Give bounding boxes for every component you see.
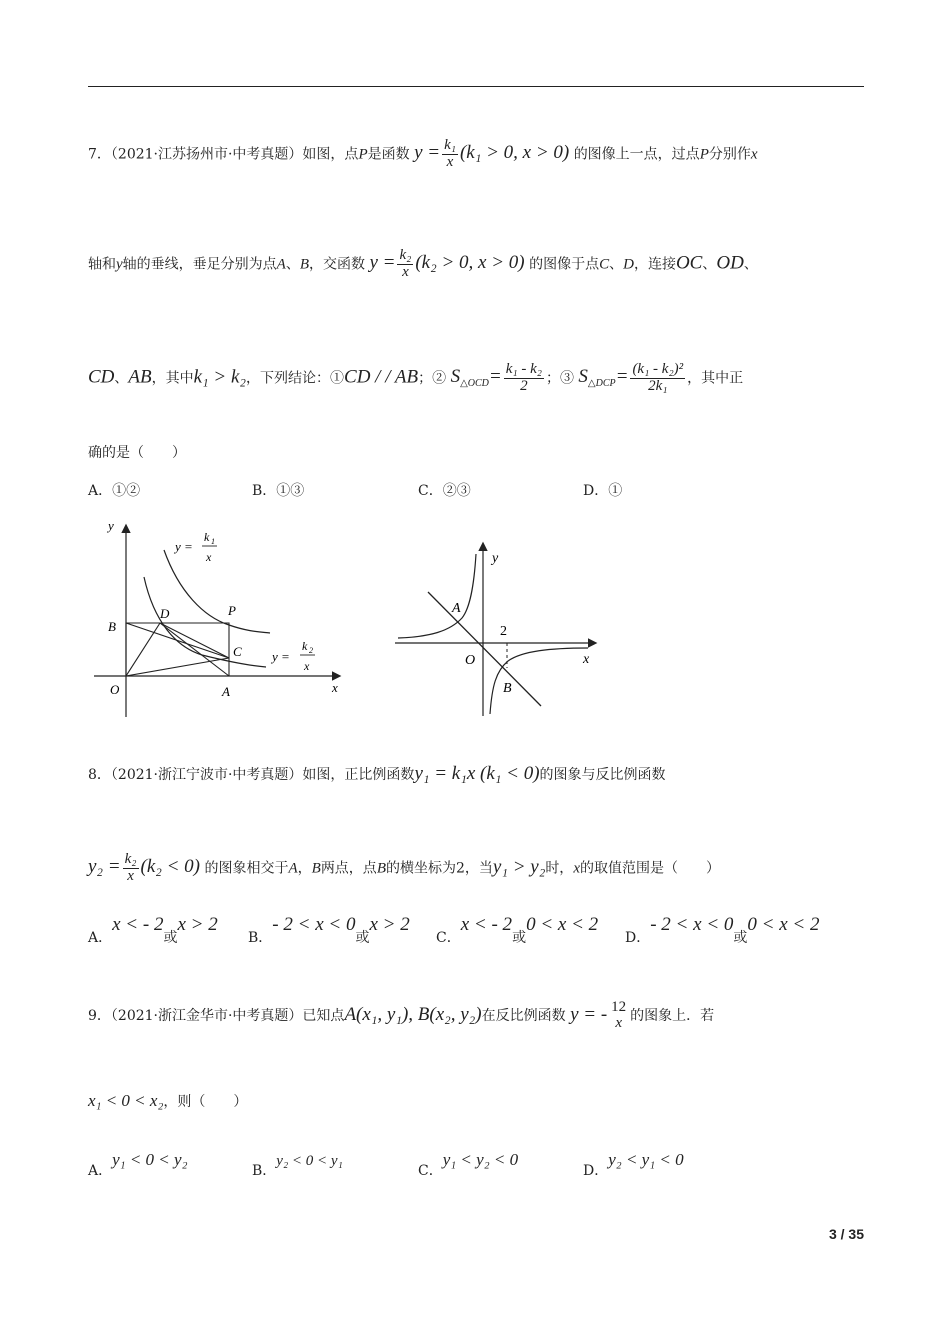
q9-option-d[interactable]: D．y₂ < y₁ < 0 [583, 1150, 684, 1179]
header-rule [88, 86, 864, 87]
q7-line-3: CD、AB，其中k₁ > k₂，下列结论：①CD / / AB；② $S_{\triangle OCD}=$ $\frac{\text{k₁ - k₂}}{2}$ ；③ $S_{\triangle DCP}=$ $\frac{\text{(k₁ - k₂)²}}{\text{2k₁}}$ ，其中正 [88, 361, 744, 394]
fig2-line [428, 592, 541, 706]
svg-text:2: 2 [309, 646, 313, 655]
svg-text:y =: y = [175, 539, 193, 554]
q9-option-c[interactable]: C．y₁ < y₂ < 0 [418, 1150, 519, 1179]
q9-function: y = - 12 x [570, 999, 627, 1031]
svg-text:x: x [206, 550, 212, 564]
q8-option-d[interactable]: D．- 2 < x < 0或0 < x < 2 [625, 914, 820, 946]
q7-conclusion-2: $S_{\triangle OCD}=$ $\frac{\text{k₁ - k₂}}{2}$ [450, 361, 542, 394]
fig1-label-o: O [110, 682, 120, 697]
fig1-segment-oc [126, 658, 229, 676]
fig2-label-o: O [465, 653, 476, 668]
q8-line-2: y₂ = $\frac{\text{k₂}}{x}$ (k₂ < 0) 的图象相交于A，B两点，点B的横坐标为2，当y₁ > y₂时，x的取值范围是（ ） [88, 851, 720, 884]
fig1-segment-od [126, 623, 160, 676]
svg-text:1: 1 [211, 537, 215, 546]
fig2-label-a: A [452, 601, 461, 616]
q8-option-b[interactable]: B．- 2 < x < 0或x > 2 [248, 914, 410, 946]
fig1-curve-k2 [144, 577, 266, 667]
q9-option-a[interactable]: A．y₁ < 0 < y₂ [88, 1150, 188, 1179]
q7-function-1: y = $\frac{\text{k₁}}{x}$ (k₁ > 0, x > 0) [414, 137, 570, 170]
fig1-label-b: B [108, 619, 116, 634]
fig1-curve2-label [270, 639, 315, 673]
q7-option-a[interactable]: A．①② [88, 483, 141, 499]
q7-line-4: 确的是（ ） [88, 445, 186, 461]
fig2-tick-2: 2 [500, 624, 507, 639]
q7-line-1: 7．（2021·江苏扬州市·中考真题）如图，点P是函数 y = $\frac{\text{k₁}}{x}$ (k₁ > 0, x > 0) 的图像上一点，过点P分别作x [88, 137, 758, 170]
fig1-label-c: C [233, 644, 242, 659]
q9-option-b[interactable]: B．y₂ < 0 < y₁ [252, 1153, 343, 1179]
q8-option-c[interactable]: C．x < - 2或0 < x < 2 [436, 914, 599, 946]
q7-option-b[interactable]: B．①③ [252, 483, 305, 499]
fig1-label-d: D [160, 606, 170, 621]
fig1-curve-k1 [164, 550, 270, 633]
fig2-hyperbola-left [398, 554, 476, 638]
svg-text:y =: y = [272, 649, 290, 664]
q9-line-1: 9．（2021·浙江金华市·中考真题）已知点A(x₁, y₁), B(x₂, y₂)在反比例函数 y = - 12 x 的图象上．若 [88, 999, 715, 1031]
q7-figure [84, 512, 354, 722]
svg-text:k: k [204, 530, 210, 544]
fig1-label-x: x [332, 680, 338, 695]
q8-figure [390, 536, 610, 718]
q9-points: A(x₁, y₁), B(x₂, y₂) [344, 1003, 482, 1025]
fig2-label-b: B [503, 681, 512, 696]
q7-option-d[interactable]: D．① [583, 483, 623, 499]
q9-line-2: x₁ < 0 < x₂，则（ ） [88, 1091, 248, 1110]
fig1-label-p: P [228, 603, 236, 618]
q8-line-1: 8．（2021·浙江宁波市·中考真题）如图，正比例函数y₁ = k₁x (k₁ < 0)的图象与反比例函数 [88, 763, 666, 784]
fig1-rectangle [126, 623, 229, 676]
fig1-curve1-label [173, 530, 217, 564]
svg-text:x: x [304, 659, 310, 673]
q7-function-2: y = $\frac{\text{k₂}}{x}$ (k₂ > 0, x > 0) [369, 247, 525, 280]
fig2-label-x: x [583, 652, 590, 667]
fig1-label-a: A [222, 684, 230, 699]
q7-option-c[interactable]: C．②③ [418, 483, 471, 499]
q7-conclusion-3: $S_{\triangle DCP}=$ $\frac{\text{(k₁ - k₂)²}}{\text{2k₁}}$ [578, 361, 684, 394]
svg-text:k: k [302, 639, 308, 653]
page-number: 3 / 35 [828, 1226, 864, 1242]
q8-function-1: y₁ = k₁x (k₁ < 0) [414, 763, 540, 784]
fig2-label-y: y [492, 551, 499, 566]
fig1-label-y: y [108, 518, 114, 533]
q8-function-2: y₂ = $\frac{\text{k₂}}{x}$ (k₂ < 0) [88, 851, 201, 884]
q7-line-2: 轴和y轴的垂线，垂足分别为点A、B，交函数 y = $\frac{\text{k₂}}{x}$ (k₂ > 0, x > 0) 的图像于点C、D，连接OC、OD、 [88, 247, 758, 280]
q8-option-a[interactable]: A．x < - 2或x > 2 [88, 914, 218, 946]
